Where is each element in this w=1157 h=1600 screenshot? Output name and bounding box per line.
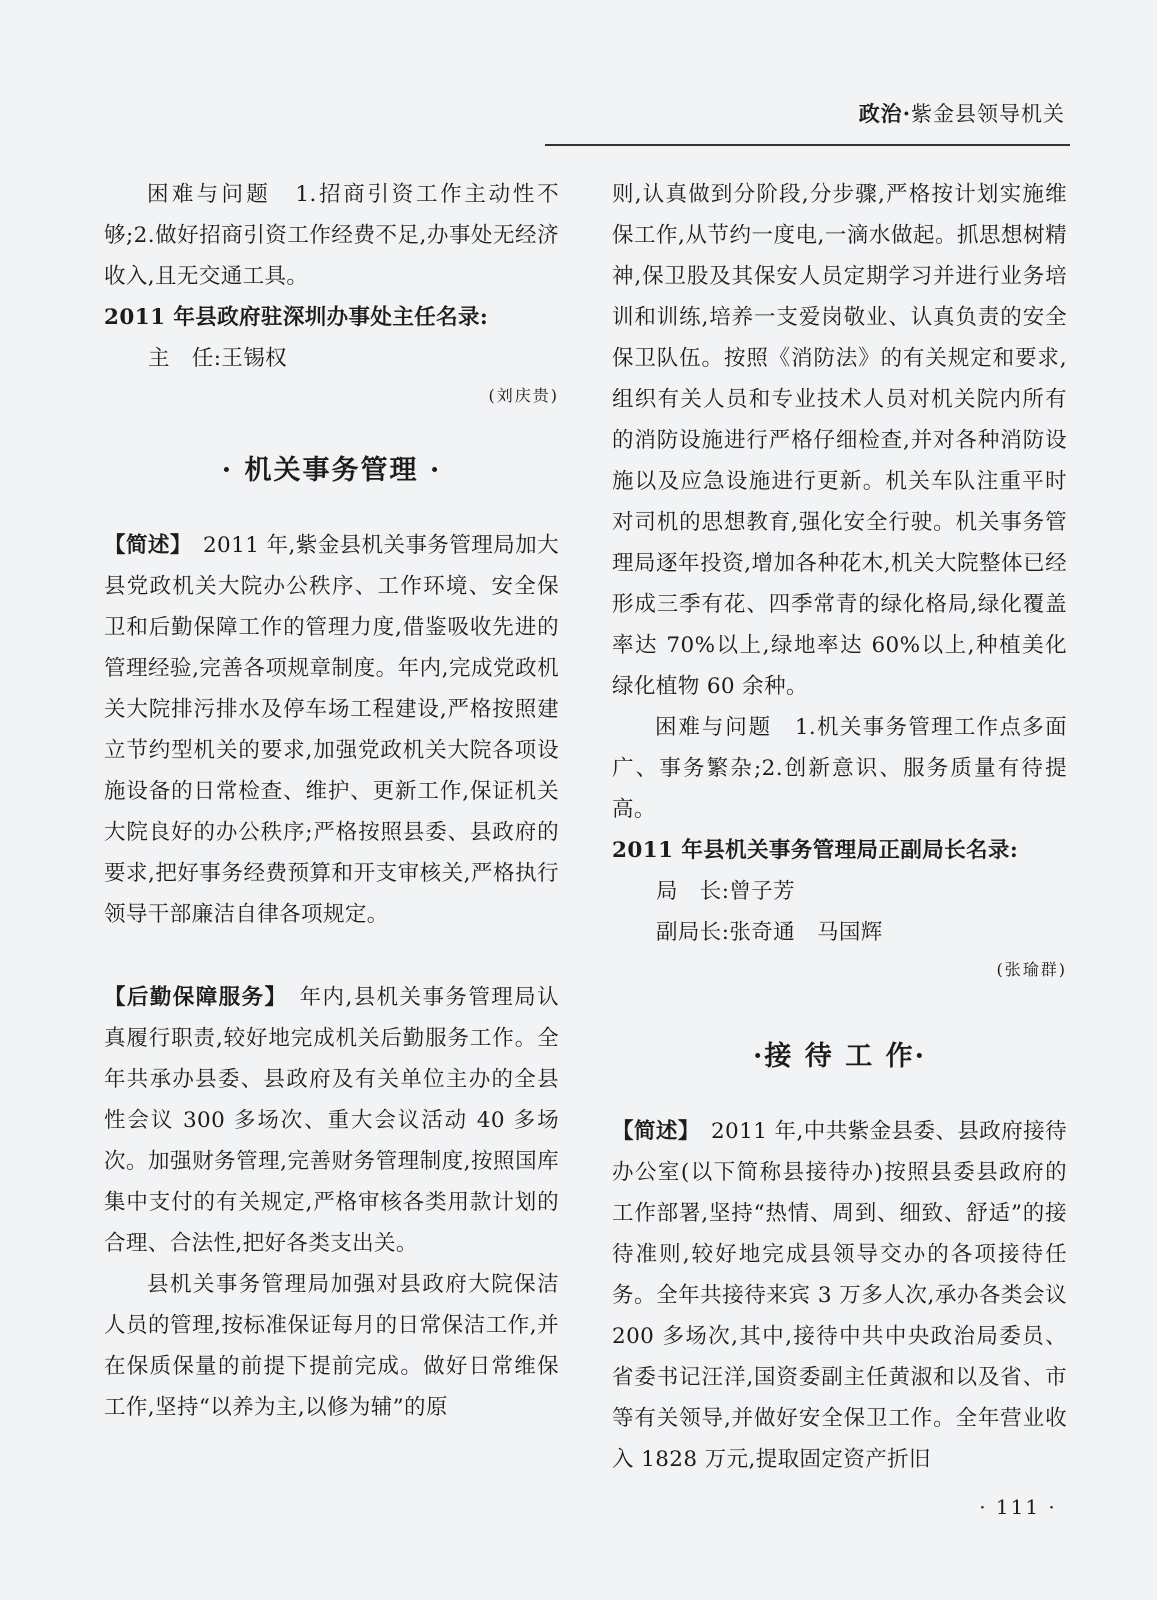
right-overview-text: 2011 年,中共紫金县委、县政府接待办公室(以下简称县接待办)按照县委县政府的工作部署,坚持“热情、周到、细致、舒适”的接待准则,较好地完成县领导交办的各项接待任务。全年共接待来宾 3 万多人次,承办各类会议 200 多场次,其中,接待中共中央政治局委员、省委书记汪洋,国资委副主任黄淑和以及省、市等有关领导,并做好安全保卫工作。全年营业收入 1828 万元,提取固定资产折旧 bbox=[612, 1119, 1067, 1472]
left-service-text: 年内,县机关事务管理局认真履行职责,较好地完成机关后勤服务工作。全年共承办县委、县政府及有关单位主办的全县性会议 300 多场次、重大会议活动 40 多场次。加强财务管理,完善财务管理制度,按照国库集中支付的有关规定,严格审核各类用款计划的合理、合法性,把好各类支出关。 bbox=[104, 985, 560, 1256]
paragraph-gap bbox=[104, 935, 559, 977]
right-roster-line-deputy: 副局长:张奇通 马国辉 bbox=[656, 920, 883, 945]
right-column bbox=[612, 174, 1067, 1480]
left-difficulty-label: 困难与问题 bbox=[147, 182, 272, 207]
section-title-reception: ·接 待 工 作· bbox=[753, 1041, 926, 1072]
right-roster-title: 2011 年县机关事务管理局正副局长名录: bbox=[612, 838, 1019, 863]
right-difficulty-text: 1.机关事务管理工作点多面广、事务繁杂;2.创新意识、服务质量有待提高。 bbox=[612, 715, 1067, 822]
left-roster-line: 主 任:王锡权 bbox=[148, 346, 288, 371]
left-service-tag: 【后勤保障服务】 bbox=[104, 985, 277, 1010]
left-column bbox=[104, 174, 559, 1428]
right-difficulty-paragraph bbox=[612, 707, 1067, 830]
left-service-paragraph bbox=[104, 977, 559, 1264]
section-title-affairs: · 机关事务管理 · bbox=[221, 455, 442, 486]
right-overview-paragraph bbox=[612, 1111, 1067, 1480]
left-cleaning-paragraph: 县机关事务管理局加强对县政府大院保洁人员的管理,按标准保证每月的日常保洁工作,并在保质保量的前提下提前完成。做好日常维保工作,坚持“以养为主,以修为辅”的原 bbox=[104, 1272, 559, 1420]
left-overview-text: 2011 年,紫金县机关事务管理局加大县党政机关大院办公秩序、工作环境、安全保卫和后勤保障工作的管理力度,借鉴吸收先进的管理经验,完善各项规章制度。年内,完成党政机关大院排污排水及停车场工程建设,严格按照建立节约型机关的要求,加强党政机关大院各项设施设备的日常检查、维护、更新工作,保证机关大院良好的办公秩序;严格按照县委、县政府的要求,把好事务经费预算和开支审核关,严格执行领导干部廉洁自律各项规定。 bbox=[104, 533, 559, 927]
left-difficulty-text: 1.招商引资工作主动性不够;2.做好招商引资工作经费不足,办事处无经济收入,且无交通工具。 bbox=[104, 182, 559, 289]
left-roster-title: 2011 年县政府驻深圳办事处主任名录: bbox=[104, 305, 489, 330]
header-subsection: 紫金县领导机关 bbox=[911, 102, 1065, 126]
running-header bbox=[545, 98, 1065, 128]
right-author: (张瑜群) bbox=[996, 960, 1067, 979]
header-rule bbox=[545, 144, 1070, 146]
header-separator: · bbox=[902, 101, 911, 126]
right-overview-tag: 【简述】 bbox=[612, 1119, 690, 1144]
page-number: · 111 · bbox=[979, 1495, 1057, 1519]
header-section: 政治 bbox=[858, 101, 903, 126]
left-overview-tag: 【简述】 bbox=[104, 533, 182, 558]
right-continuation-paragraph: 则,认真做到分阶段,分步骤,严格按计划实施维保工作,从节约一度电,一滴水做起。抓思想树精神,保卫股及其保安人员定期学习并进行业务培训和训练,培养一支爱岗敬业、认真负责的安全保卫队伍。按照《消防法》的有关规定和要求,组织有关人员和专业技术人员对机关院内所有的消防设施进行严格仔细检查,并对各种消防设施以及应急设施进行更新。机关车队注重平时对司机的思想教育,强化安全行驶。机关事务管理局逐年投资,增加各种花木,机关大院整体已经形成三季有花、四季常青的绿化格局,绿化覆盖率达 70%以上,绿地率达 60%以上,种植美化绿化植物 60 余种。 bbox=[612, 182, 1067, 699]
left-overview-paragraph bbox=[104, 525, 559, 935]
left-difficulty-paragraph bbox=[104, 174, 559, 297]
left-author: (刘庆贵) bbox=[488, 386, 559, 405]
right-difficulty-label: 困难与问题 bbox=[655, 715, 773, 740]
right-roster-line-director: 局 长:曾子芳 bbox=[656, 879, 796, 904]
